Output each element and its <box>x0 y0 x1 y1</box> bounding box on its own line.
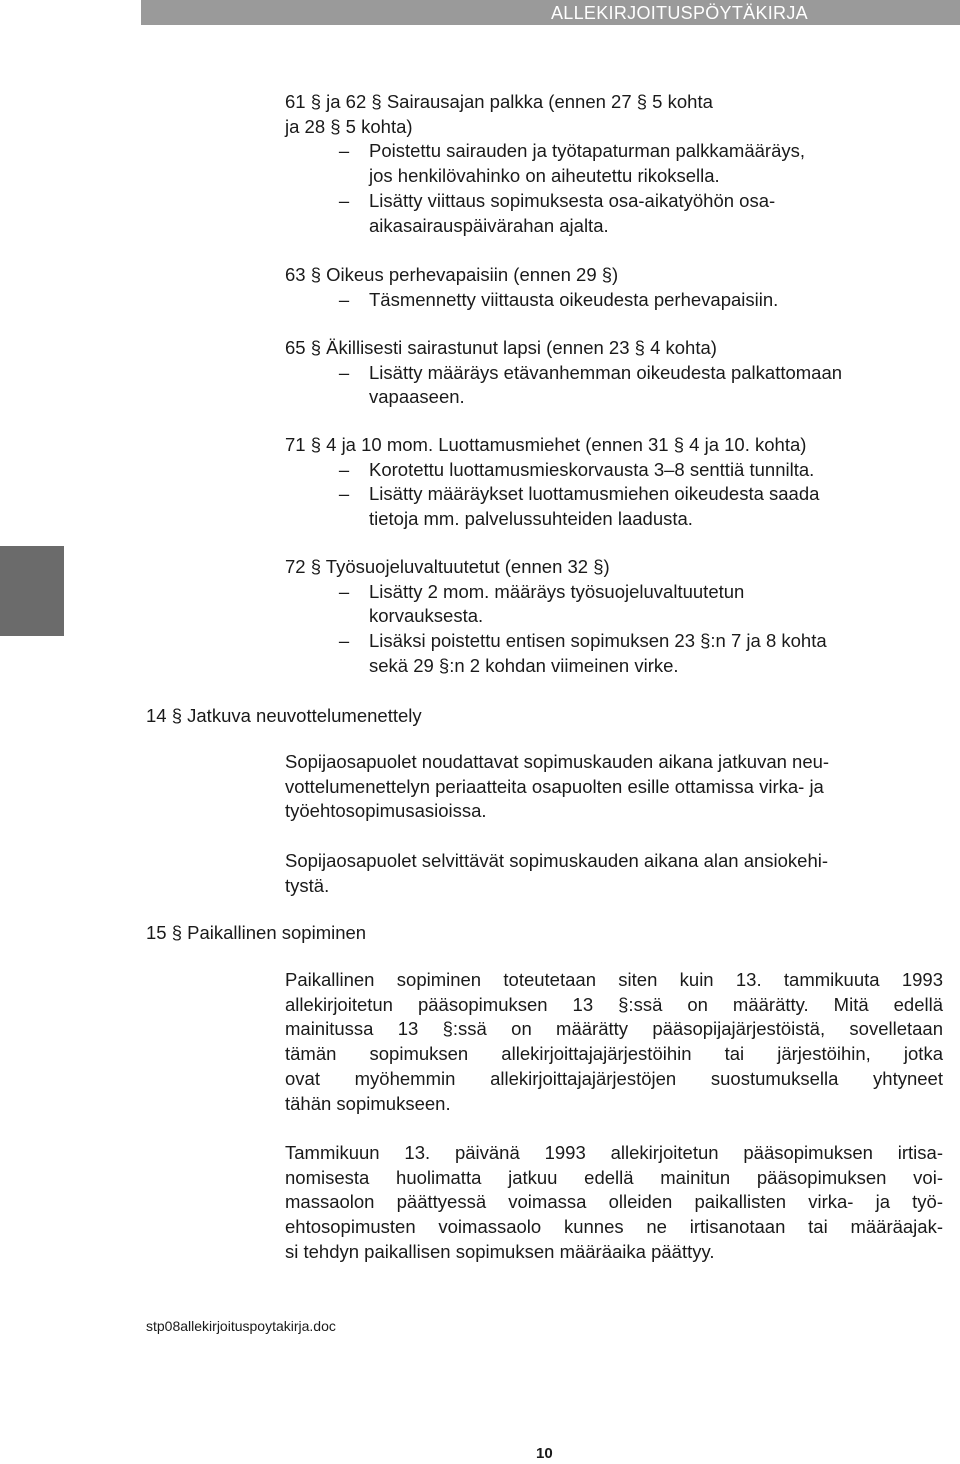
change-item <box>285 482 819 531</box>
change-item <box>285 288 778 313</box>
change-title-line: 72 § Työsuojeluvaltuutetut (ennen 32 §) <box>285 556 610 577</box>
change-item-line: aikasairauspäivärahan ajalta. <box>369 214 609 236</box>
paragraph-line: Sopijaosapuolet noudattavat sopimuskauden aikana jatkuvan neu- <box>285 751 830 772</box>
side-tab-marker <box>0 546 64 636</box>
change-item-line: Lisätty määräys etävanhemman oikeudesta palkattomaan <box>369 361 843 383</box>
change-item-line: Lisätty 2 mom. määräys työsuojeluvaltuutetun <box>369 580 745 602</box>
dash-bullet: – <box>338 189 350 211</box>
paragraph-line: työehtosopimusasioissa. <box>285 800 487 822</box>
change-item-line: vapaaseen. <box>369 386 465 408</box>
change-item-line: Poistettu sairauden ja työtapaturman palkkamääräys, <box>369 140 806 162</box>
change-item-line: Korotettu luottamusmieskorvausta 3–8 senttiä tunnilta. <box>369 458 815 480</box>
section-15-paragraph-1 <box>285 968 943 1116</box>
dash-bullet: – <box>338 630 350 652</box>
change-title-line: ja 28 § 5 kohta) <box>285 115 413 137</box>
paragraph-line: Sopijaosapuolet selvittävät sopimuskauden aikana alan ansiokehi- <box>285 850 829 871</box>
paragraph-line: ovat myöhemmin allekirjoittajajärjestöjen suostumuksella yhtyneet <box>285 1067 943 1089</box>
paragraph-line: tystä. <box>285 874 330 896</box>
change-item-line: Lisätty määräykset luottamusmiehen oikeudesta saada <box>369 483 820 505</box>
dash-bullet: – <box>338 483 350 505</box>
change-item-line: korvauksesta. <box>369 605 484 627</box>
paragraph-line: mainitussa 13 §:ssä on määrätty pääsopijajärjestöistä, sovelletaan <box>285 1018 943 1040</box>
page-number: 10 <box>536 1445 553 1462</box>
change-title-line: 65 § Äkillisesti sairastunut lapsi (ennen 23 § 4 kohta) <box>285 337 717 358</box>
change-item-line: Lisätty viittaus sopimuksesta osa-aikatyöhön osa- <box>369 189 776 211</box>
change-block-71 <box>285 433 819 532</box>
header-title: ALLEKIRJOITUSPÖYTÄKIRJA <box>551 3 808 23</box>
paragraph-line: tähän sopimukseen. <box>285 1092 451 1114</box>
footer-filename: stp08allekirjoituspoytakirja.doc <box>146 1318 336 1334</box>
paragraph-line: Paikallinen sopiminen toteutetaan siten kuin 13. tammikuuta 1993 <box>285 969 943 990</box>
section-14-paragraph-1 <box>285 750 943 824</box>
paragraph-line: vottelumenettelyn periaatteita osapuolten esille ottamissa virka- ja <box>285 775 824 797</box>
dash-bullet: – <box>338 288 350 310</box>
change-title-line: 61 § ja 62 § Sairausajan palkka (ennen 27 § 5 kohta <box>285 91 713 112</box>
section-14-heading: 14 § Jatkuva neuvottelumenettely <box>146 705 422 726</box>
dash-bullet: – <box>338 458 350 480</box>
section-15-paragraph-2 <box>285 1141 943 1265</box>
change-block-72 <box>285 555 827 679</box>
paragraph-line: nomisesta huolimatta jatkuu edellä mainitun pääsopimuksen voi- <box>285 1166 943 1188</box>
change-block-65 <box>285 336 842 410</box>
change-item-line: Täsmennetty viittausta oikeudesta perhevapaisiin. <box>369 288 779 310</box>
section-14-paragraph-2 <box>285 849 943 898</box>
change-block-61-62 <box>285 90 805 238</box>
section-15-heading: 15 § Paikallinen sopiminen <box>146 922 367 943</box>
dash-bullet: – <box>338 361 350 383</box>
change-item-line: Lisäksi poistettu entisen sopimuksen 23 §:n 7 ja 8 kohta <box>369 630 827 652</box>
change-item <box>285 580 827 629</box>
change-item-line: sekä 29 §:n 2 kohdan viimeinen virke. <box>369 654 679 676</box>
change-title-line: 71 § 4 ja 10 mom. Luottamusmiehet (ennen 31 § 4 ja 10. kohta) <box>285 434 807 455</box>
change-item <box>285 458 819 483</box>
change-item-line: jos henkilövahinko on aiheutettu rikoksella. <box>369 165 720 187</box>
change-item-line: tietoja mm. palvelussuhteiden laadusta. <box>369 508 693 530</box>
paragraph-line: ehtosopimusten voimassaolo kunnes ne irtisanotaan tai määräajak- <box>285 1216 943 1238</box>
header-bar <box>141 0 960 25</box>
change-item <box>285 361 842 410</box>
change-item <box>285 139 805 188</box>
paragraph-line: Tammikuun 13. päivänä 1993 allekirjoitetun pääsopimuksen irtisa- <box>285 1142 943 1163</box>
change-block-63 <box>285 263 778 312</box>
paragraph-line: si tehdyn paikallisen sopimuksen määräaika päättyy. <box>285 1240 715 1262</box>
change-item <box>285 189 805 238</box>
paragraph-line: tämän sopimuksen allekirjoittajajärjestöihin tai järjestöihin, jotka <box>285 1043 943 1065</box>
paragraph-line: allekirjoitetun pääsopimuksen 13 §:ssä on määrätty. Mitä edellä <box>285 993 943 1015</box>
change-item <box>285 629 827 678</box>
change-title-line: 63 § Oikeus perhevapaisiin (ennen 29 §) <box>285 264 619 285</box>
dash-bullet: – <box>338 580 350 602</box>
dash-bullet: – <box>338 140 350 162</box>
paragraph-line: massaolon päättyessä voimassa olleiden paikallisten virka- ja työ- <box>285 1191 943 1213</box>
